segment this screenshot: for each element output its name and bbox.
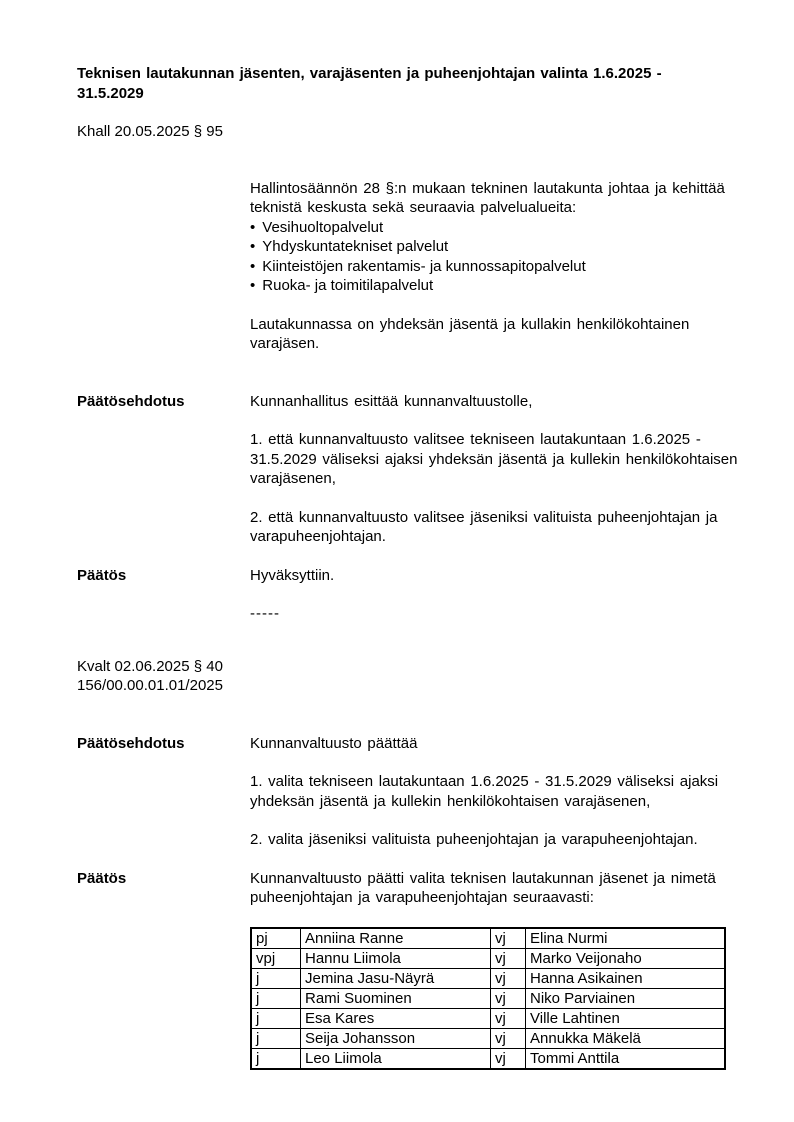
list-item bbox=[250, 218, 742, 238]
table-row bbox=[251, 948, 725, 968]
kvalt-reference-line: Kvalt 02.06.2025 § 40 bbox=[77, 657, 223, 675]
bullet-icon: • bbox=[250, 257, 256, 275]
kvalt-reference bbox=[77, 657, 737, 696]
case-number: 156/00.00.01.01/2025 bbox=[77, 677, 223, 694]
section-kvalt-proposal bbox=[77, 734, 737, 850]
section-khall-decision bbox=[77, 566, 737, 624]
proposal-intro: Kunnanhallitus esittää kunnanvaltuustolle, bbox=[250, 392, 533, 410]
role-cell: j bbox=[251, 1048, 301, 1069]
intro-paragraph: Hallintosäännön 28 §:n mukaan tekninen lautakunta johtaa ja kehittää teknistä keskusta sekä seuraavia palvelualueita: bbox=[250, 179, 725, 216]
deputy-name-cell: Hanna Asikainen bbox=[526, 968, 726, 988]
member-cell: Hannu Liimola bbox=[301, 948, 491, 968]
list-item-label: Vesihuoltopalvelut bbox=[262, 218, 384, 236]
section-kvalt-decision bbox=[77, 869, 737, 1070]
role-cell: j bbox=[251, 968, 301, 988]
role-cell: j bbox=[251, 988, 301, 1008]
role-cell: j bbox=[251, 1028, 301, 1048]
member-cell: Rami Suominen bbox=[301, 988, 491, 1008]
proposal-item: 1. valita tekniseen lautakuntaan 1.6.2025 - 31.5.2029 väliseksi ajaksi yhdeksän jäsentä ja kullekin henkilökohtaisen varajäsenen, bbox=[250, 773, 719, 810]
decision-label: Päätös bbox=[77, 869, 127, 887]
proposal-item: 2. valita jäseniksi valituista puheenjohtajan ja varapuheenjohtajan. bbox=[250, 831, 698, 848]
deputy-role-cell: vj bbox=[491, 948, 526, 968]
decision-text: Kunnanvaltuusto päätti valita teknisen lautakunnan jäsenet ja nimetä puheenjohtajan ja varapuheenjohtajan seuraavasti: bbox=[250, 869, 716, 906]
table-row bbox=[251, 928, 725, 949]
bullet-icon: • bbox=[250, 218, 256, 236]
role-cell: pj bbox=[251, 928, 301, 949]
bullet-icon: • bbox=[250, 238, 256, 255]
section-khall-proposal bbox=[77, 392, 737, 547]
deputy-name-cell: Ville Lahtinen bbox=[526, 1008, 726, 1028]
deputy-name-cell: Marko Veijonaho bbox=[526, 948, 726, 968]
member-cell: Anniina Ranne bbox=[301, 928, 491, 949]
proposal-intro: Kunnanvaltuusto päättää bbox=[250, 734, 418, 752]
deputy-name-cell: Annukka Mäkelä bbox=[526, 1028, 726, 1048]
member-cell: Jemina Jasu-Näyrä bbox=[301, 968, 491, 988]
intro-note: Lautakunnassa on yhdeksän jäsentä ja kullakin henkilökohtainen varajäsen. bbox=[250, 315, 690, 352]
decision-table bbox=[250, 927, 726, 1070]
deputy-role-cell: vj bbox=[491, 988, 526, 1008]
page-title: Teknisen lautakunnan jäsenten, varajäsenten ja puheenjohtajan valinta 1.6.2025 - 31.5.2029 bbox=[77, 65, 662, 102]
section-separator: ----- bbox=[250, 605, 280, 622]
list-item-label: Ruoka- ja toimitilapalvelut bbox=[262, 277, 434, 294]
deputy-role-cell: vj bbox=[491, 1048, 526, 1069]
list-item-label: Yhdyskuntatekniset palvelut bbox=[262, 238, 449, 255]
proposal-label: Päätösehdotus bbox=[77, 392, 185, 410]
proposal-item: 1. että kunnanvaltuusto valitsee tekniseen lautakuntaan 1.6.2025 - 31.5.2029 väliseksi ajaksi yhdeksän jäsentä ja kullekin henkilökohtaisen varajäsenen, bbox=[250, 431, 738, 487]
deputy-role-cell: vj bbox=[491, 1008, 526, 1028]
proposal-label: Päätösehdotus bbox=[77, 734, 185, 752]
table-row bbox=[251, 1008, 725, 1028]
list-item bbox=[250, 237, 742, 257]
deputy-role-cell: vj bbox=[491, 968, 526, 988]
list-item-label: Kiinteistöjen rakentamis- ja kunnossapitopalvelut bbox=[262, 257, 586, 275]
role-cell: j bbox=[251, 1008, 301, 1028]
table-row bbox=[251, 988, 725, 1008]
deputy-name-cell: Elina Nurmi bbox=[526, 928, 726, 949]
member-cell: Seija Johansson bbox=[301, 1028, 491, 1048]
role-cell: vpj bbox=[251, 948, 301, 968]
table-row bbox=[251, 1048, 725, 1069]
section-intro bbox=[77, 179, 737, 354]
deputy-role-cell: vj bbox=[491, 928, 526, 949]
deputy-role-cell: vj bbox=[491, 1028, 526, 1048]
member-cell: Esa Kares bbox=[301, 1008, 491, 1028]
bullet-icon: • bbox=[250, 277, 256, 294]
deputy-name-cell: Tommi Anttila bbox=[526, 1048, 726, 1069]
deputy-name-cell: Niko Parviainen bbox=[526, 988, 726, 1008]
member-cell: Leo Liimola bbox=[301, 1048, 491, 1069]
khall-reference: Khall 20.05.2025 § 95 bbox=[77, 123, 223, 140]
table-row bbox=[251, 968, 725, 988]
proposal-item: 2. että kunnanvaltuusto valitsee jäseniksi valituista puheenjohtajan ja varapuheenjohtajan. bbox=[250, 508, 718, 545]
decision-label: Päätös bbox=[77, 566, 127, 584]
list-item bbox=[250, 276, 742, 296]
list-item bbox=[250, 257, 742, 277]
decision-text: Hyväksyttiin. bbox=[250, 566, 335, 584]
table-row bbox=[251, 1028, 725, 1048]
service-area-list bbox=[250, 218, 742, 296]
